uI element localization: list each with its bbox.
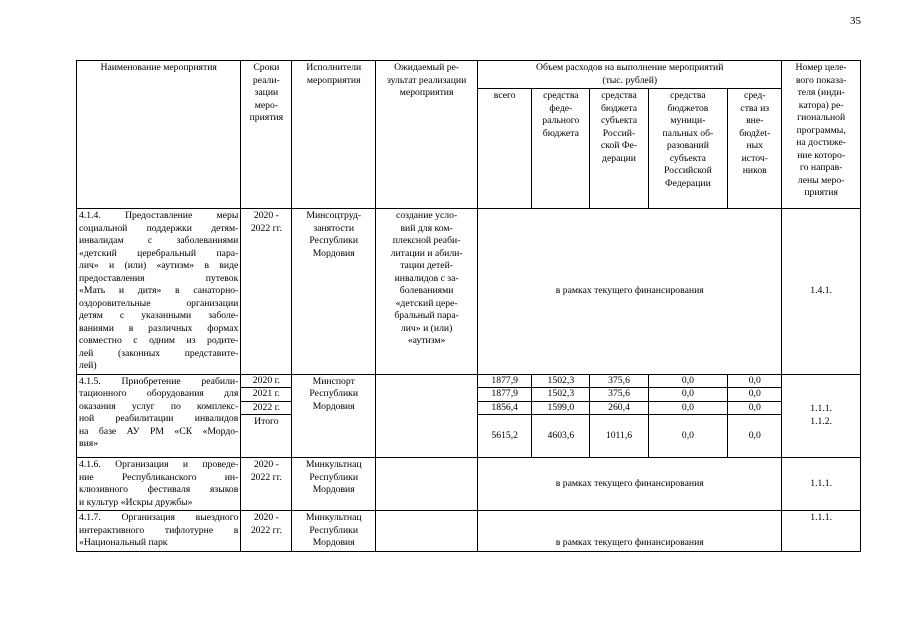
- activity-indicator: 1.1.1.: [782, 458, 861, 511]
- text-line: ных: [746, 140, 764, 151]
- header-extrabudget: [728, 89, 782, 209]
- text-line: плексной реаби-: [392, 235, 461, 246]
- table-row: [77, 374, 861, 388]
- text-line: феде-: [549, 102, 573, 114]
- text-line: Республики: [309, 524, 359, 536]
- activity-funding: в рамках текущего финансирования: [478, 511, 782, 552]
- activity-name: [77, 209, 241, 375]
- activity-executor: [292, 458, 376, 511]
- text-line: инвалидов с за-: [394, 272, 459, 284]
- text-line: источ-: [741, 152, 768, 164]
- text-line: зультат реализации: [386, 74, 467, 86]
- text-line: приятия: [249, 112, 284, 123]
- activity-indicator: 1.4.1.: [782, 209, 861, 375]
- text-line: Россий-: [602, 127, 636, 139]
- text-line: Мордовия: [312, 400, 355, 412]
- text-line: сред-: [744, 90, 766, 101]
- table-row: [77, 209, 861, 375]
- value-cell: 0,0: [648, 374, 728, 388]
- value-cell: 0,0: [728, 374, 782, 388]
- page-number: 35: [850, 15, 861, 27]
- text-line: рального: [542, 115, 580, 126]
- value-cell: 0,0: [648, 415, 728, 458]
- value-cell: 0,0: [728, 388, 782, 402]
- activity-result: [376, 209, 478, 375]
- text-line: 1.1.1.: [810, 403, 833, 415]
- text-line: бюдžet-: [739, 127, 771, 139]
- text-line: вия»: [79, 438, 99, 449]
- text-line: оказания услуг по комплекс-: [79, 400, 239, 412]
- text-line: тации детей-: [400, 260, 454, 271]
- activity-name: [77, 374, 241, 458]
- value-cell: 0,0: [648, 401, 728, 415]
- text-line: совместно с одним из родите-: [79, 335, 239, 346]
- text-line: болеваниями: [399, 285, 454, 296]
- text-line: ние которо-: [797, 149, 846, 161]
- activity-indicator: 1.1.1.: [782, 511, 861, 552]
- header-executors: [292, 61, 376, 209]
- text-line: 1.1.2.: [810, 415, 833, 427]
- text-line: го направ-: [799, 162, 843, 173]
- text-line: создание усло-: [396, 210, 458, 221]
- activity-year: 2022 г.: [241, 401, 292, 415]
- text-line: на достиже-: [796, 137, 847, 148]
- text-line: реали-: [252, 74, 280, 86]
- activity-result: [376, 374, 478, 458]
- text-line: социальной поддержки детям-: [79, 222, 239, 234]
- activity-name: [77, 458, 241, 511]
- text-line: 4.1.4. Предоставление меры: [79, 210, 239, 221]
- text-line: 2020 -: [253, 512, 279, 523]
- text-line: интерактивного тифлотурне в: [79, 524, 239, 536]
- text-line: меро-: [254, 99, 279, 111]
- activity-year: 2021 г.: [241, 388, 292, 402]
- activity-result: [376, 458, 478, 511]
- text-line: Минкультнац: [305, 459, 362, 470]
- header-name: Наименование мероприятия: [77, 61, 241, 209]
- text-line: лей (законных представите-: [79, 347, 239, 359]
- text-line: оздоровительные организации: [79, 297, 239, 309]
- text-line: 4.1.6. Организация и проведе-: [79, 459, 239, 470]
- text-line: бюджета: [542, 127, 579, 139]
- text-line: субъекта: [669, 152, 706, 164]
- text-line: «детский церебральный пара-: [79, 247, 239, 259]
- table-row: [77, 511, 861, 552]
- text-line: Минсоцтруд-: [306, 210, 362, 221]
- activity-executor: [292, 209, 376, 375]
- text-line: «Национальный парк: [79, 537, 168, 548]
- text-line: детям с указанными заболе-: [79, 310, 239, 321]
- activity-funding: в рамках текущего финансирования: [478, 458, 782, 511]
- text-line: литации и абили-: [390, 247, 463, 259]
- text-line: лей): [79, 360, 97, 371]
- text-line: Республики: [309, 388, 359, 399]
- text-line: Минспорт: [312, 375, 355, 387]
- text-line: ства из: [740, 102, 770, 114]
- text-line: Мордовия: [312, 247, 355, 259]
- text-line: ваниями в различных формах: [79, 322, 239, 334]
- header-subject: [590, 89, 648, 209]
- text-line: Исполнители: [306, 62, 362, 73]
- text-line: средства: [670, 90, 706, 101]
- text-line: субъекта: [600, 115, 638, 126]
- text-line: лич» и (или) «аутизм» в виде: [79, 260, 239, 271]
- text-line: Республики: [309, 235, 359, 246]
- text-line: пальных об-: [662, 127, 714, 139]
- activities-table: [76, 60, 861, 552]
- header-total: всего: [478, 89, 532, 209]
- value-cell: 0,0: [728, 401, 782, 415]
- text-line: предоставления путевок: [79, 272, 239, 284]
- text-line: зации: [254, 87, 279, 98]
- text-line: занятости: [313, 222, 355, 234]
- value-cell: 0,0: [648, 388, 728, 402]
- value-cell: 1599,0: [532, 401, 590, 415]
- table-row: [77, 458, 861, 511]
- header-federal: [532, 89, 590, 209]
- text-line: вий для ком-: [400, 222, 453, 234]
- text-line: гиональной: [797, 112, 846, 123]
- text-line: Ожидаемый ре-: [394, 62, 460, 73]
- text-line: Мордовия: [312, 537, 355, 548]
- text-line: клюзивного фестиваля языков: [79, 484, 239, 495]
- text-line: ников: [742, 165, 767, 176]
- text-line: лич» и (или): [400, 322, 453, 334]
- header-row: [77, 61, 861, 89]
- header-indicator: [782, 61, 861, 209]
- value-cell: 5615,2: [478, 415, 532, 458]
- activity-total-label: Итого: [241, 415, 292, 458]
- text-line: ной реабилитации инвалидов: [79, 413, 239, 424]
- value-cell: 1502,3: [532, 388, 590, 402]
- activity-name: [77, 511, 241, 552]
- text-line: бюджетов: [667, 102, 709, 114]
- header-result: [376, 61, 478, 209]
- text-line: Минкультнац: [305, 512, 362, 523]
- value-cell: 375,6: [590, 374, 648, 388]
- text-line: лены меро-: [797, 174, 845, 186]
- text-line: Номер целе-: [795, 62, 847, 73]
- text-line: 4.1.7. Организация выездного: [79, 512, 239, 523]
- header-terms: [241, 61, 292, 209]
- text-line: вне-: [746, 115, 764, 126]
- text-line: ской Фе-: [600, 140, 638, 151]
- text-line: Объем расходов на выполнение мероприятий: [536, 62, 724, 73]
- text-line: 2022 гг.: [250, 222, 282, 234]
- text-line: 4.1.5. Приобретение реабили-: [79, 375, 239, 387]
- text-line: дерации: [602, 152, 636, 164]
- activity-terms: [241, 458, 292, 511]
- value-cell: 1502,3: [532, 374, 590, 388]
- header-expenses: [478, 61, 782, 89]
- text-line: на базе АУ РМ «СК «Мордо-: [79, 425, 239, 437]
- activity-terms: [241, 511, 292, 552]
- text-line: теля (инди-: [797, 87, 845, 98]
- text-line: мероприятия: [306, 74, 361, 86]
- text-line: ние Республиканского ин-: [79, 471, 239, 483]
- text-line: средства: [601, 90, 637, 101]
- text-line: Федерации: [665, 177, 711, 189]
- activity-funding: в рамках текущего финансирования: [478, 209, 782, 375]
- text-line: 2022 гг.: [250, 471, 282, 483]
- text-line: и культур «Искры дружбы»: [79, 496, 193, 508]
- text-line: «детский цере-: [395, 297, 458, 309]
- value-cell: 1877,9: [478, 374, 532, 388]
- text-line: Республики: [309, 471, 359, 483]
- activity-terms: [241, 209, 292, 375]
- value-cell: 1877,9: [478, 388, 532, 402]
- text-line: 2020 -: [253, 210, 279, 221]
- value-cell: 375,6: [590, 388, 648, 402]
- activity-executor: [292, 374, 376, 458]
- text-line: бральный пара-: [394, 310, 459, 321]
- text-line: мероприятия: [399, 87, 454, 98]
- text-line: Сроки: [253, 62, 280, 73]
- text-line: вого показа-: [795, 74, 847, 86]
- text-line: средства: [543, 90, 579, 101]
- text-line: 2020 -: [253, 459, 279, 470]
- value-cell: 0,0: [728, 415, 782, 458]
- text-line: приятия: [804, 187, 838, 198]
- activity-result: [376, 511, 478, 552]
- text-line: муници-: [670, 115, 706, 126]
- header-municipal: [648, 89, 728, 209]
- text-line: разований: [666, 140, 709, 151]
- activity-indicator: [782, 374, 861, 458]
- activity-year: 2020 г.: [241, 374, 292, 388]
- value-cell: 1856,4: [478, 401, 532, 415]
- text-line: 2022 гг.: [250, 524, 282, 536]
- text-line: (тыс. рублей): [602, 74, 658, 86]
- text-line: бюджета: [600, 102, 638, 114]
- text-line: Мордовия: [312, 484, 355, 495]
- text-line: «аутизм»: [407, 335, 446, 346]
- text-line: «Мать и дитя» в санаторно-: [79, 285, 239, 296]
- value-cell: 1011,6: [590, 415, 648, 458]
- text-line: катора) ре-: [798, 99, 844, 111]
- text-line: инвалидам с заболеваниями: [79, 235, 239, 246]
- text-line: тационного оборудования для: [79, 388, 239, 399]
- value-cell: 4603,6: [532, 415, 590, 458]
- activity-executor: [292, 511, 376, 552]
- text-line: программы,: [796, 124, 846, 136]
- text-line: Российской: [664, 165, 712, 176]
- value-cell: 260,4: [590, 401, 648, 415]
